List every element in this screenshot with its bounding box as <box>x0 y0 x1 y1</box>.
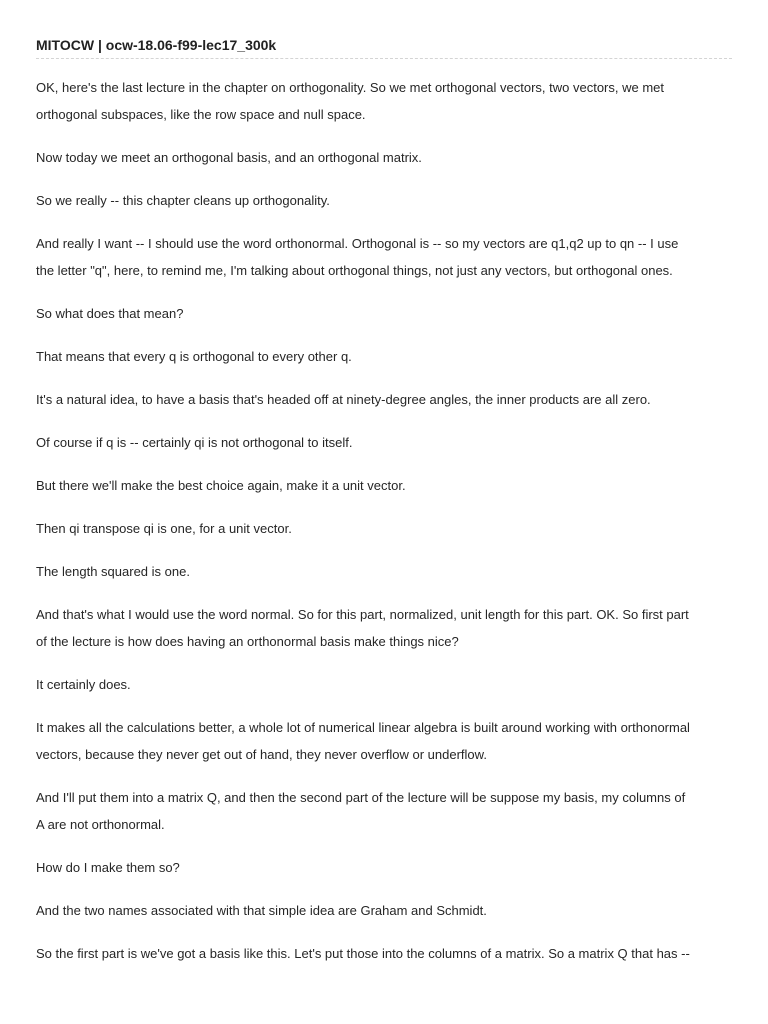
transcript-line: Of course if q is -- certainly qi is not orthogonal to itself. <box>36 435 353 450</box>
transcript-paragraph <box>36 386 732 413</box>
transcript-paragraph <box>36 74 732 128</box>
transcript-line: But there we'll make the best choice again, make it a unit vector. <box>36 478 406 493</box>
transcript-paragraph <box>36 558 732 585</box>
transcript-paragraph <box>36 144 732 171</box>
transcript-body <box>36 59 732 967</box>
transcript-line: So we really -- this chapter cleans up orthogonality. <box>36 193 330 208</box>
transcript-paragraph <box>36 187 732 214</box>
transcript-paragraph <box>36 515 732 542</box>
transcript-line: OK, here's the last lecture in the chapter on orthogonality. So we met orthogonal vectors, two vectors, we met <box>36 80 664 95</box>
transcript-paragraph <box>36 472 732 499</box>
transcript-line: of the lecture is how does having an orthonormal basis make things nice? <box>36 634 459 649</box>
transcript-paragraph <box>36 601 732 655</box>
transcript-line: the letter "q", here, to remind me, I'm talking about orthogonal things, not just any vectors, but orthogonal ones. <box>36 263 673 278</box>
transcript-line: Now today we meet an orthogonal basis, and an orthogonal matrix. <box>36 150 422 165</box>
document-title: MITOCW | ocw-18.06-f99-lec17_300k <box>36 37 277 53</box>
transcript-line: So what does that mean? <box>36 306 184 321</box>
transcript-line: How do I make them so? <box>36 860 180 875</box>
transcript-line: vectors, because they never get out of hand, they never overflow or underflow. <box>36 747 487 762</box>
transcript-paragraph <box>36 671 732 698</box>
transcript-line: And really I want -- I should use the word orthonormal. Orthogonal is -- so my vectors are q1,q2 up to qn -- I use <box>36 236 679 251</box>
transcript-line: It certainly does. <box>36 677 131 692</box>
transcript-line: A are not orthonormal. <box>36 817 165 832</box>
transcript-line: It makes all the calculations better, a whole lot of numerical linear algebra is built around working with orthonormal <box>36 720 690 735</box>
transcript-line: It's a natural idea, to have a basis that's headed off at ninety-degree angles, the inner products are all zero. <box>36 392 651 407</box>
transcript-line: And the two names associated with that simple idea are Graham and Schmidt. <box>36 903 487 918</box>
transcript-paragraph <box>36 897 732 924</box>
transcript-line: Then qi transpose qi is one, for a unit vector. <box>36 521 292 536</box>
transcript-paragraph <box>36 343 732 370</box>
transcript-paragraph <box>36 300 732 327</box>
transcript-line: And I'll put them into a matrix Q, and then the second part of the lecture will be suppose my basis, my columns of <box>36 790 686 805</box>
transcript-line: That means that every q is orthogonal to every other q. <box>36 349 352 364</box>
transcript-line: The length squared is one. <box>36 564 190 579</box>
transcript-paragraph <box>36 429 732 456</box>
transcript-paragraph <box>36 230 732 284</box>
transcript-line: And that's what I would use the word normal. So for this part, normalized, unit length for this part. OK. So first part <box>36 607 689 622</box>
transcript-line: orthogonal subspaces, like the row space and null space. <box>36 107 366 122</box>
transcript-paragraph <box>36 854 732 881</box>
transcript-paragraph <box>36 940 732 967</box>
document-header <box>36 0 732 59</box>
transcript-paragraph <box>36 714 732 768</box>
transcript-paragraph <box>36 784 732 838</box>
transcript-line: So the first part is we've got a basis like this. Let's put those into the columns of a matrix. So a matrix Q that has -- <box>36 946 690 961</box>
